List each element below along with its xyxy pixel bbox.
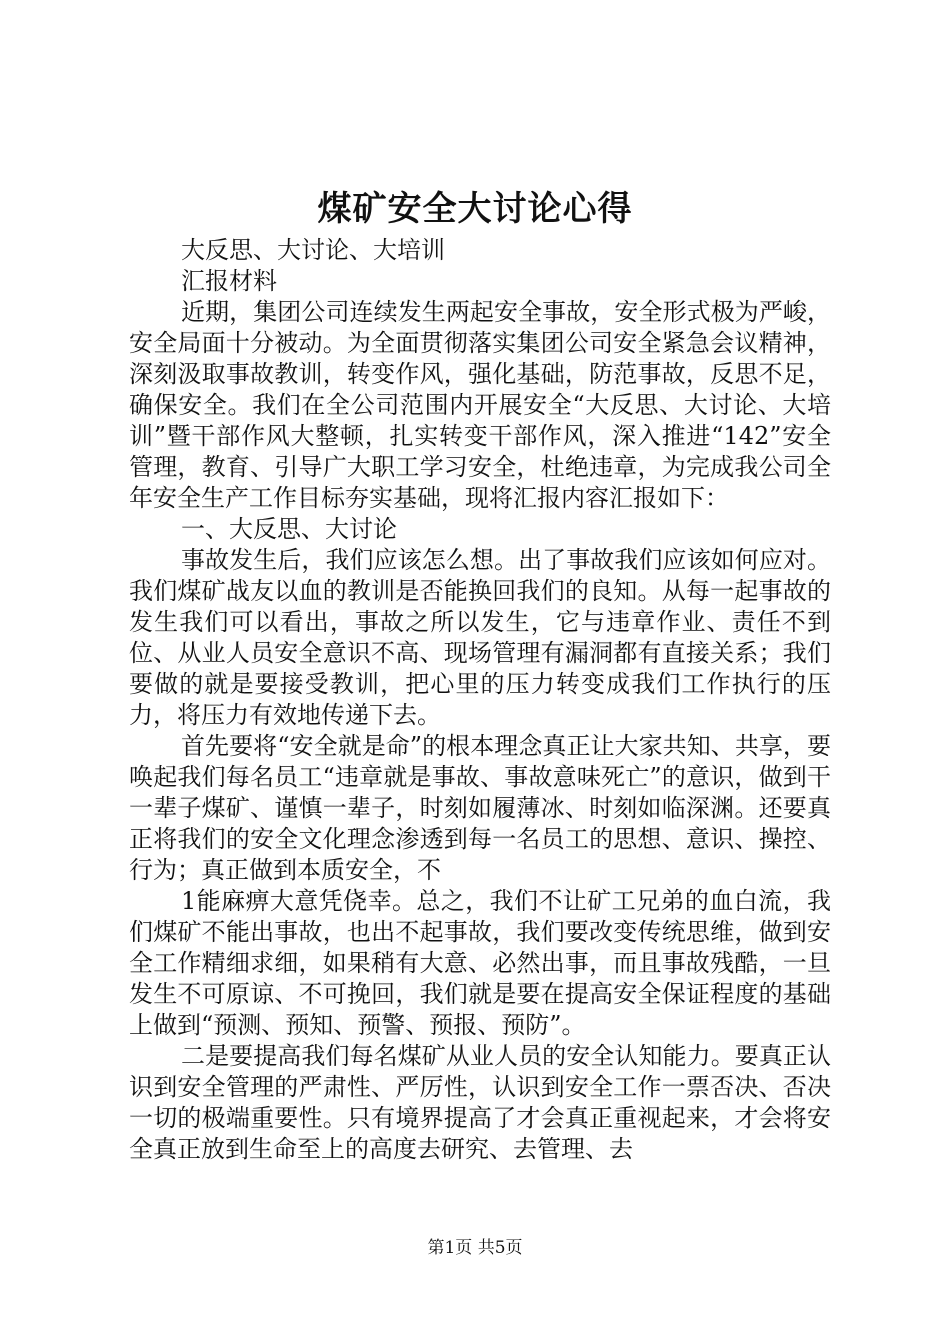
- body-paragraph: 二是要提高我们每名煤矿从业人员的安全认知能力。要真正认识到安全管理的严肃性、严厉性，认识到安全工作一票否决、否决一切的极端重要性。只有境界提高了才会真正重视起来，才会将安全真正放到生命至上的高度去研究、去管理、去: [129, 1042, 831, 1163]
- body-paragraph: 近期，集团公司连续发生两起安全事故，安全形式极为严峻，安全局面十分被动。为全面贯彻落实集团公司安全紧急会议精神，深刻汲取事故教训，转变作风，强化基础，防范事故，反思不足，确保安全。我们在全公司范围内开展安全“大反思、大讨论、大培训”暨干部作风大整顿，扎实转变干部作风，深入推进“142”安全管理，教育、引导广大职工学习安全，杜绝违章，为完成我公司全年安全生产工作目标夯实基础，现将汇报内容汇报如下：: [129, 298, 831, 512]
- body-paragraph: 首先要将“安全就是命”的根本理念真正让大家共知、共享，要唤起我们每名员工“违章就是事故、事故意味死亡”的意识，做到干一辈子煤矿、谨慎一辈子，时刻如履薄冰、时刻如临深渊。还要真正将我们的安全文化理念渗透到每一名员工的思想、意识、操控、行为；真正做到本质安全，不: [129, 732, 831, 884]
- body-paragraph: 事故发生后，我们应该怎么想。出了事故我们应该如何应对。我们煤矿战友以血的教训是否能换回我们的良知。从每一起事故的发生我们可以看出，事故之所以发生，它与违章作业、责任不到位、从业人员安全意识不高、现场管理有漏洞都有直接关系；我们要做的就是要接受教训，把心里的压力转变成我们工作执行的压力，将压力有效地传递下去。: [129, 546, 831, 729]
- page-footer: 第1页 共5页: [427, 1238, 523, 1258]
- document-title: 煤矿安全大讨论心得: [317, 189, 633, 229]
- subtitle-line: 汇报材料: [181, 267, 277, 295]
- body-paragraph: 1能麻痹大意凭侥幸。总之，我们不让矿工兄弟的血白流，我们煤矿不能出事故，也出不起事故，我们要改变传统思维，做到安全工作精细求细，如果稍有大意、必然出事，而且事故残酷，一旦发生不可原谅、不可挽回，我们就是要在提高安全保证程度的基础上做到“预测、预知、预警、预报、预防”。: [129, 887, 831, 1039]
- document-body: [129, 235, 831, 1165]
- subtitle-line: 大反思、大讨论、大培训: [181, 236, 445, 264]
- section-heading: 一、大反思、大讨论: [181, 515, 397, 543]
